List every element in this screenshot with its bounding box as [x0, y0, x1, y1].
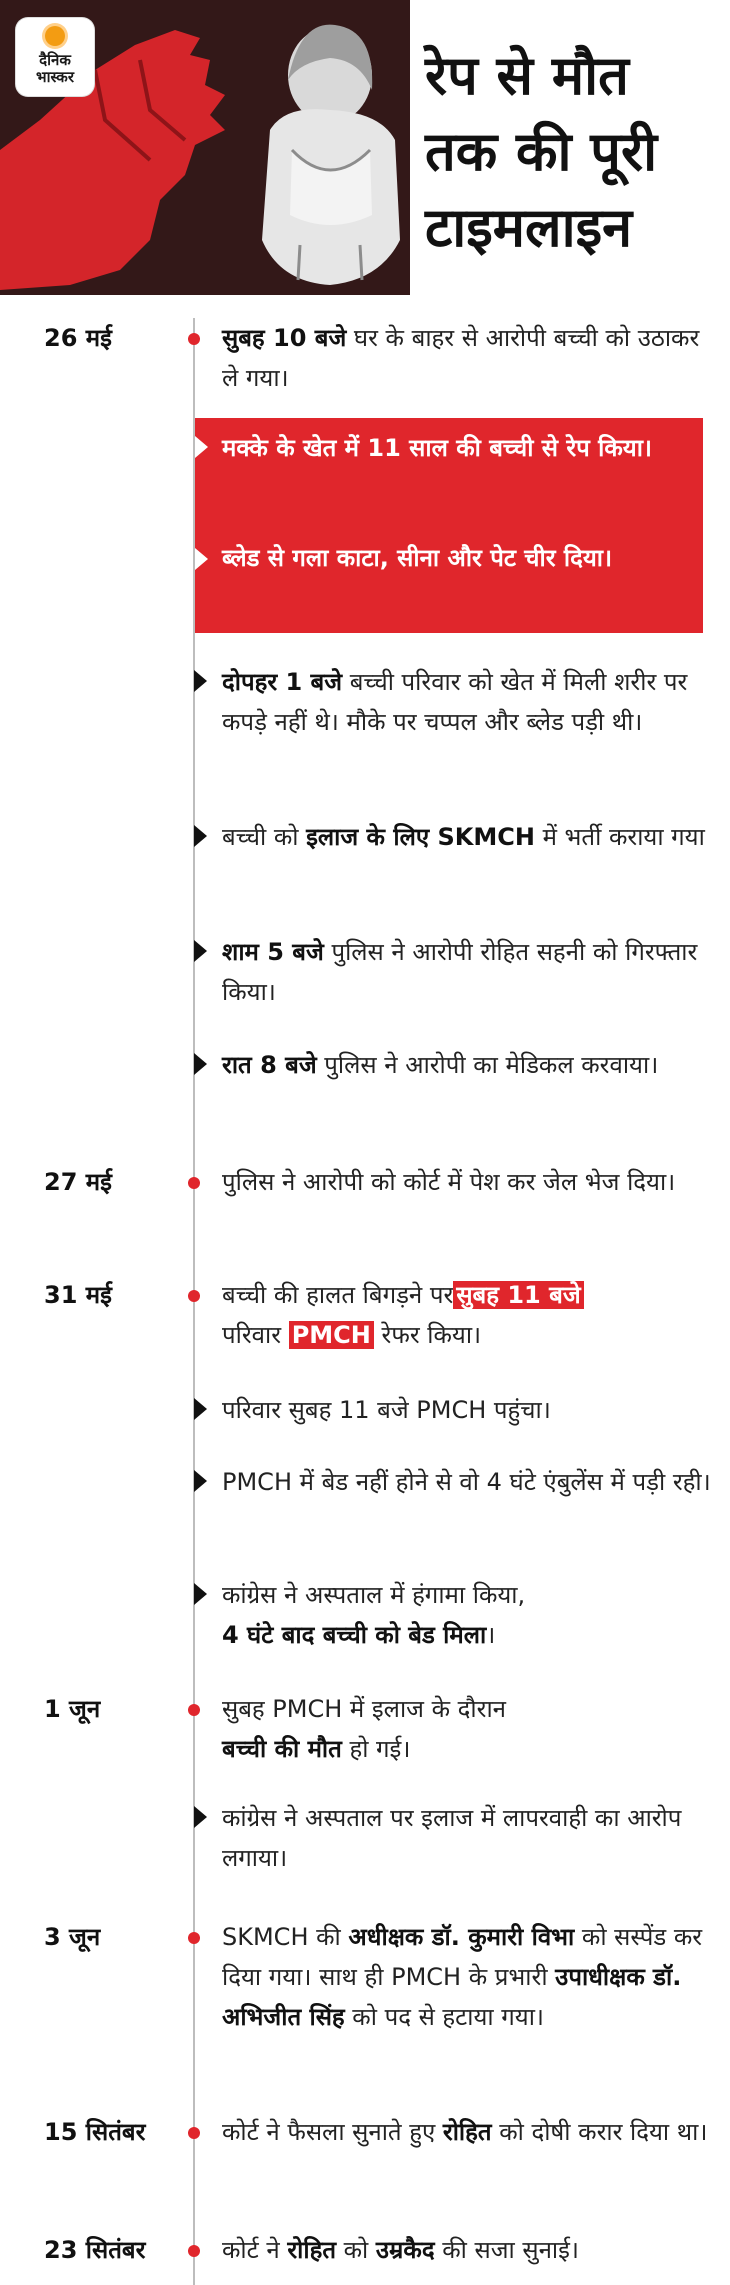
- arrow-icon: [194, 940, 207, 962]
- event-text: शाम 5 बजे पुलिस ने आरोपी रोहित सहनी को गिरफ्तार किया।: [222, 938, 698, 1006]
- highlight-hospital: PMCH: [289, 1321, 374, 1349]
- event-text: कांग्रेस ने अस्पताल पर इलाज में लापरवाही का आरोप लगाया।: [222, 1804, 682, 1872]
- event-text: पुलिस ने आरोपी को कोर्ट में पेश कर जेल भेज दिया।: [222, 1168, 676, 1196]
- date-label: 31 मई: [44, 1281, 112, 1309]
- highlight-time: सुबह 11 बजे: [453, 1281, 583, 1309]
- title-line-1: रेप से मौत: [425, 44, 629, 107]
- event-text: PMCH में बेड नहीं होने से वो 4 घंटे एंबुलेंस में पड़ी रही।: [222, 1468, 711, 1496]
- event-text: सुबह PMCH में इलाज के दौरान बच्ची की मौत हो गई।: [222, 1695, 506, 1763]
- timeline-dot: [188, 1290, 200, 1302]
- date-label: 23 सितंबर: [44, 2236, 146, 2264]
- event-text: बच्ची को इलाज के लिए SKMCH में भर्ती कराया गया: [222, 823, 705, 851]
- event-text: सुबह 10 बजे घर के बाहर से आरोपी बच्ची को उठाकर ले गया।: [222, 324, 700, 392]
- date-label: 27 मई: [44, 1168, 112, 1196]
- event-text: SKMCH की अधीक्षक डॉ. कुमारी विभा को सस्पेंड कर दिया गया। साथ ही PMCH के प्रभारी उपाधीक्षक डॉ. अभिजीत सिंह को पद से हटाया गया।: [222, 1923, 703, 2031]
- date-label: 3 जून: [44, 1923, 101, 1951]
- arrow-icon: [194, 1053, 207, 1075]
- arrow-icon: [194, 825, 207, 847]
- logo-text-line2: भास्कर: [36, 68, 74, 86]
- arrow-icon: [195, 548, 208, 570]
- arrow-icon: [194, 1806, 207, 1828]
- event-text: रात 8 बजे पुलिस ने आरोपी का मेडिकल करवाया।: [222, 1051, 659, 1079]
- timeline-dot: [188, 1177, 200, 1189]
- brand-logo: [16, 18, 94, 96]
- event-text: कोर्ट ने फैसला सुनाते हुए रोहित को दोषी करार दिया था।: [222, 2118, 708, 2146]
- arrow-icon: [194, 670, 207, 692]
- logo-text-line1: दैनिक: [39, 51, 71, 69]
- date-label: 26 मई: [44, 324, 112, 352]
- event-time: सुबह 10 बजे: [222, 324, 347, 352]
- arrow-icon: [194, 1583, 207, 1605]
- date-label: 15 सितंबर: [44, 2118, 146, 2146]
- page-title: [425, 38, 725, 266]
- timeline-dot: [188, 2127, 200, 2139]
- event-text: कांग्रेस ने अस्पताल में हंगामा किया, 4 घंटे बाद बच्ची को बेड मिला।: [222, 1581, 526, 1649]
- title-line-2: तक की पूरी: [425, 120, 658, 183]
- timeline-dot: [188, 1704, 200, 1716]
- highlight-box: [195, 418, 703, 633]
- event-text: बच्ची की हालत बिगड़ने पर सुबह 11 बजे परिवार PMCH रेफर किया।: [222, 1275, 712, 1355]
- event-text: दोपहर 1 बजे बच्ची परिवार को खेत में मिली शरीर पर कपड़े नहीं थे। मौके पर चप्पल और ब्लेड पड़ी थी।: [222, 668, 688, 736]
- event-text: परिवार सुबह 11 बजे PMCH पहुंचा।: [222, 1396, 551, 1424]
- header-banner: [0, 0, 730, 295]
- event-text: मक्के के खेत में 11 साल की बच्ची से रेप किया।: [222, 434, 653, 462]
- title-line-3: टाइमलाइन: [425, 196, 633, 259]
- timeline-dot: [188, 1932, 200, 1944]
- arrow-icon: [194, 1470, 207, 1492]
- arrow-icon: [195, 436, 208, 458]
- date-label: 1 जून: [44, 1695, 101, 1723]
- timeline-dot: [188, 333, 200, 345]
- event-text: कोर्ट ने रोहित को उम्रकैद की सजा सुनाई।: [222, 2236, 580, 2264]
- timeline-dot: [188, 2245, 200, 2257]
- sun-icon: [45, 26, 65, 46]
- arrow-icon: [194, 1398, 207, 1420]
- event-text: ब्लेड से गला काटा, सीना और पेट चीर दिया।: [222, 544, 613, 572]
